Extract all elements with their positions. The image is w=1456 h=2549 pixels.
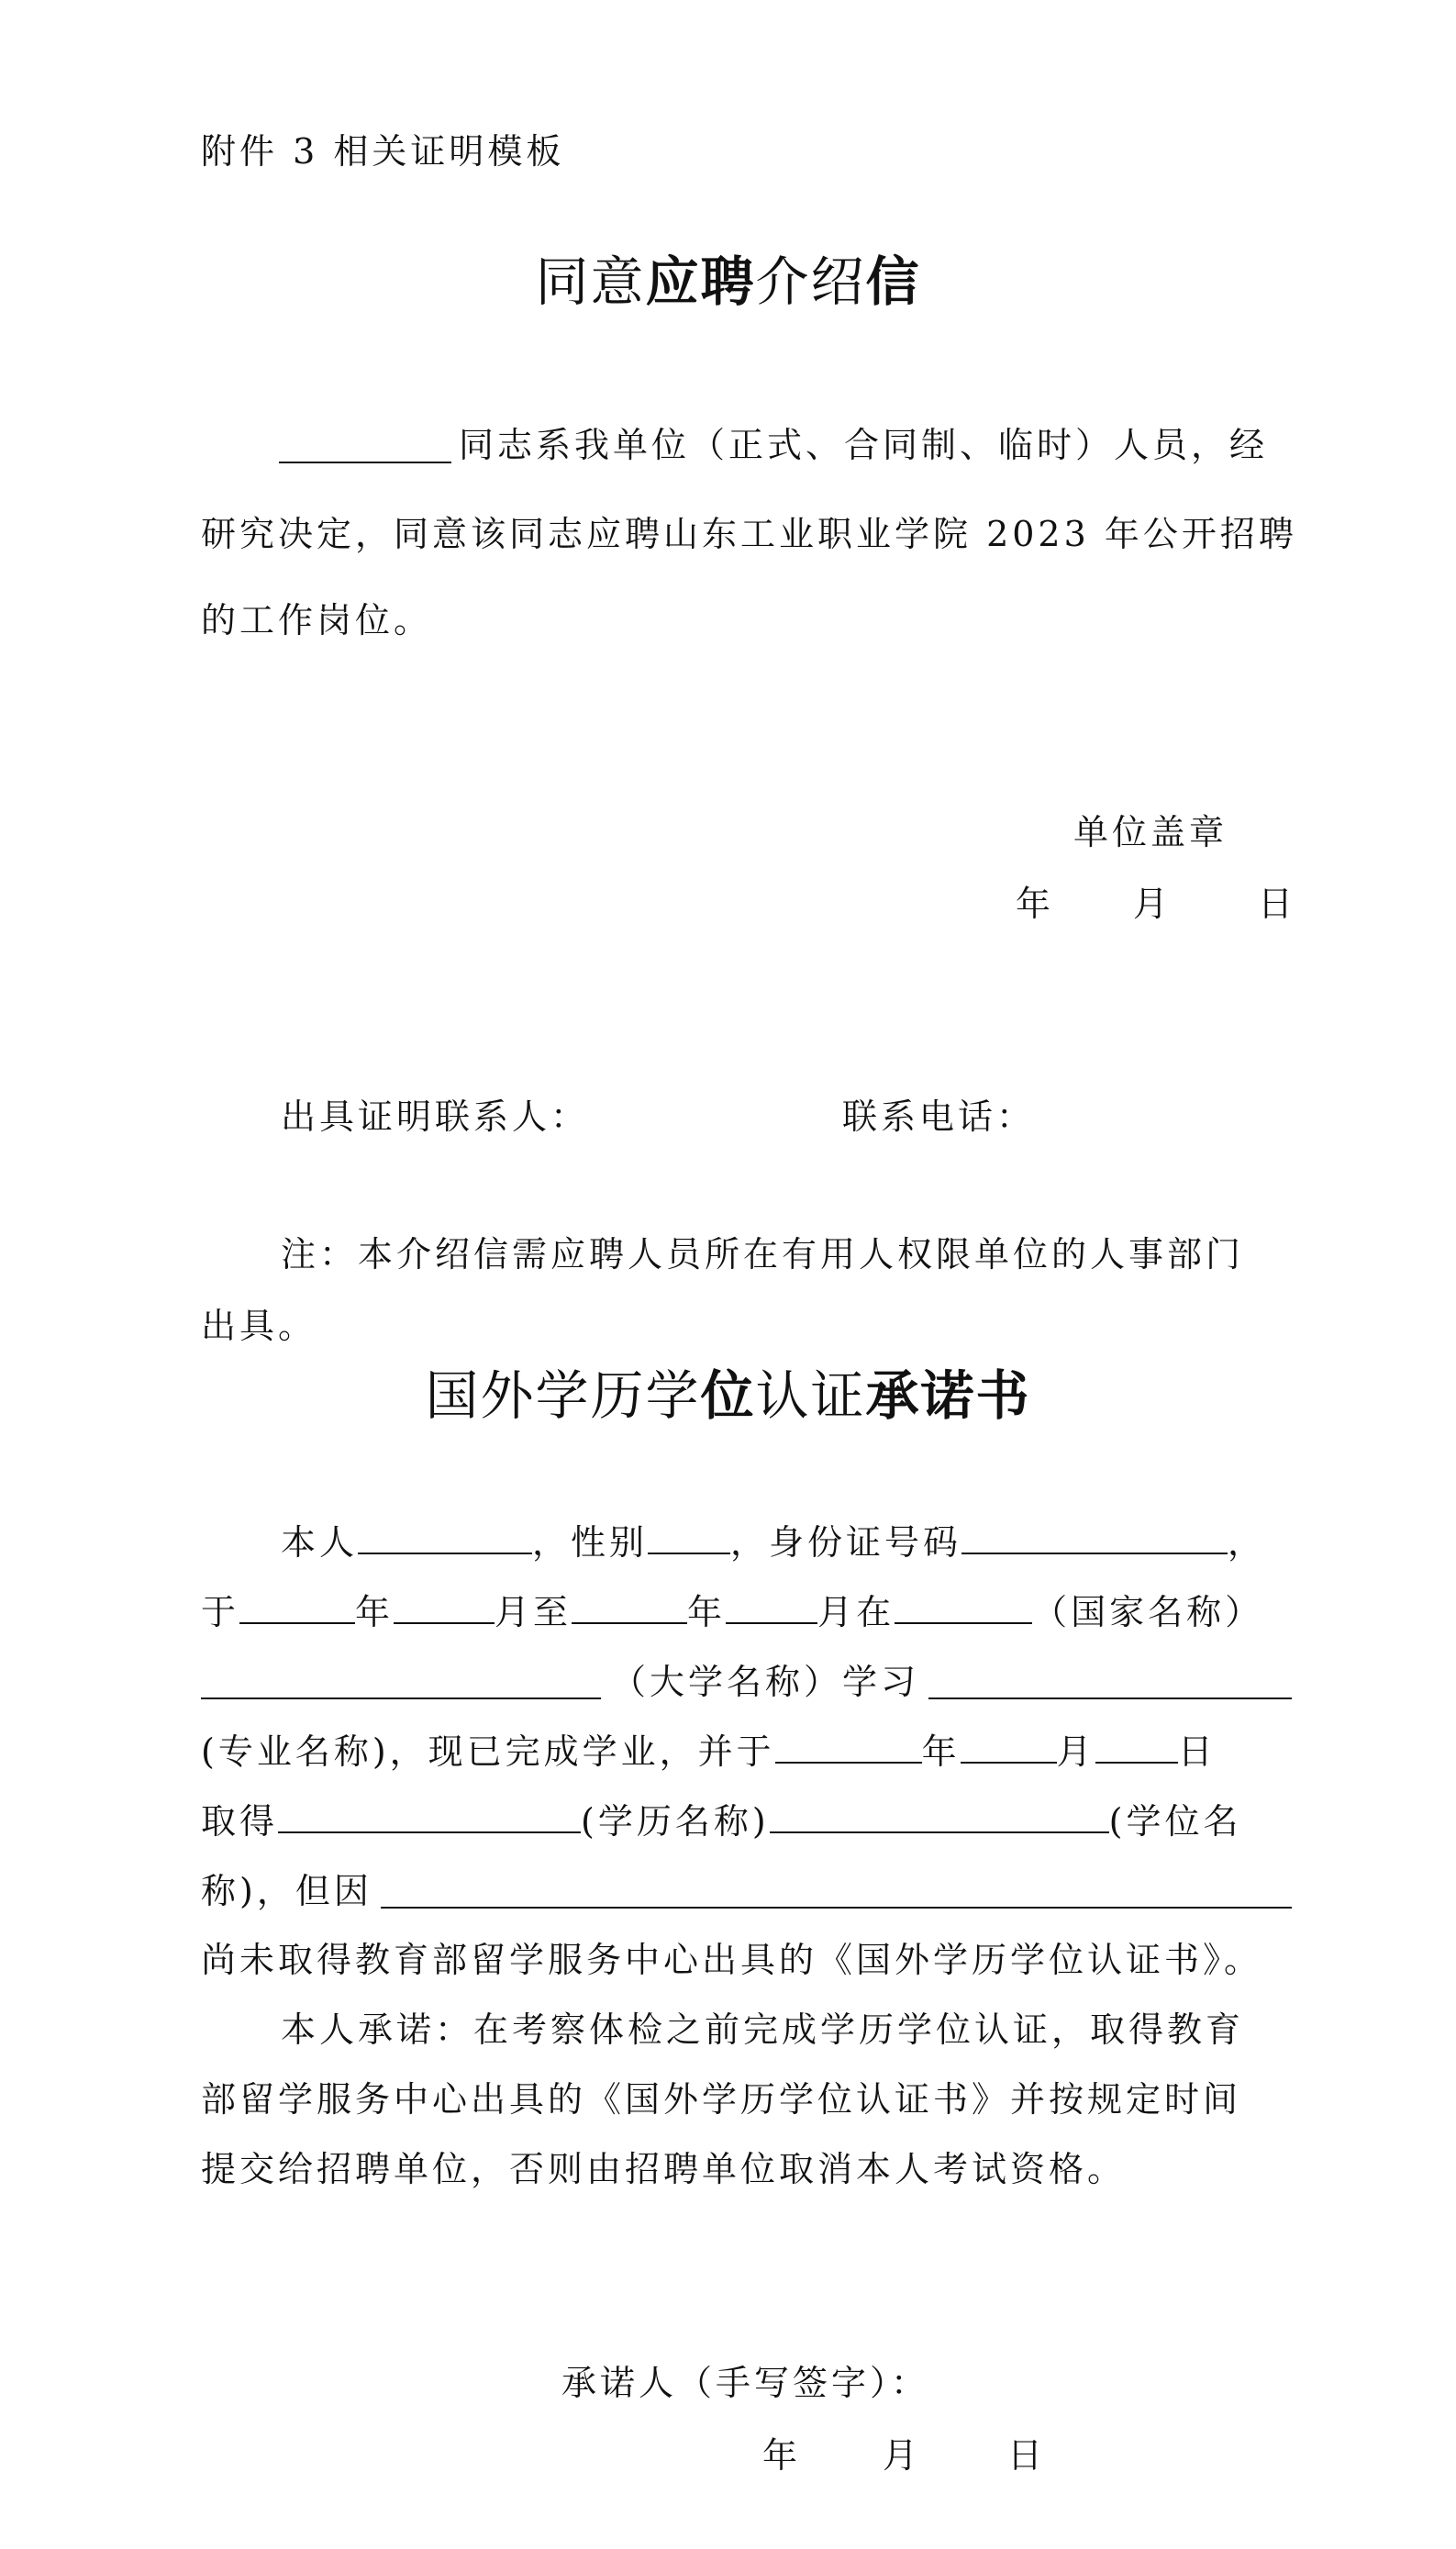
pledge-text: 月在 [817,1592,895,1632]
pledge-text: （国家名称） [1032,1592,1264,1632]
pledge-text: ，性别 [532,1522,649,1563]
pledge-text: 取得 [201,1801,279,1842]
pledge-line-4 [201,1731,1217,1772]
start-month-field [394,1595,495,1624]
name-blank [279,462,451,463]
pledge-text: 年 [921,1731,961,1772]
seal-label: 单位盖章 [1073,812,1228,852]
pledge-text: 月 [1056,1731,1095,1772]
letter-para-line-2: 研究决定，同意该同志应聘山东工业职业学院 2023 年公开招聘 [201,514,1297,554]
end-year-field [572,1595,687,1624]
name-field [358,1525,532,1554]
university-field [201,1697,601,1699]
phone-label: 联系电话： [842,1096,1036,1137]
pledge-text: 日 [1177,1731,1217,1772]
completion-month-field [961,1734,1057,1764]
pledge-text: 年 [687,1592,727,1632]
diploma-field [278,1804,581,1833]
pledge-text: 于 [201,1592,240,1632]
major-field [928,1697,1292,1699]
pledge-text: ，身份证号码 [730,1522,962,1563]
pledge-line-9: 部留学服务中心出具的《国外学历学位认证书》并按规定时间 [201,2079,1242,2120]
pledge-text: (学位名 [1108,1801,1242,1842]
pledge-title-part-3: 认证 [755,1364,866,1427]
end-month-field [726,1595,817,1624]
pledge-title-part-1: 国外学历学 [425,1364,701,1427]
pledge-text: 本人 [281,1522,359,1563]
gender-field [648,1525,730,1554]
pledge-title [0,1364,1456,1427]
note-line-1: 注：本介绍信需应聘人员所在有用人权限单位的人事部门 [281,1234,1245,1274]
pledge-date-day: 日 [1007,2435,1047,2476]
pledge-line-5 [201,1801,1242,1842]
letter-title [0,250,1456,313]
letter-title-part-3: 介绍 [755,250,866,313]
signer-label: 承诺人（手写签字）： [561,2363,930,2403]
pledge-text: 月至 [495,1592,572,1632]
letter-title-part-2: 应聘 [645,250,756,313]
country-field [895,1595,1032,1624]
pledge-text: 年 [355,1592,395,1632]
pledge-text: (专业名称)，现已完成学业，并于 [201,1731,775,1772]
pledge-title-part-4: 承诺书 [865,1364,1031,1427]
pledge-text: ， [1228,1522,1267,1563]
letter-date-day: 日 [1258,884,1297,924]
pledge-date-month: 月 [883,2435,922,2476]
pledge-title-part-2: 位 [700,1364,756,1427]
letter-date-year: 年 [1016,884,1055,924]
contact-label: 出具证明联系人： [281,1096,590,1137]
pledge-line-7: 尚未取得教育部留学服务中心出具的《国外学历学位认证书》。 [201,1940,1263,1980]
pledge-line-6: 称)，但因 [201,1871,372,1911]
completion-year-field [775,1734,922,1764]
pledge-text: (学历名称) [581,1801,770,1842]
pledge-date-year: 年 [762,2435,802,2476]
letter-date-month: 月 [1133,884,1173,924]
degree-field [770,1804,1109,1833]
letter-title-part-4: 信 [865,250,921,313]
pledge-line-2 [201,1592,1264,1632]
letter-para-line-3: 的工作岗位。 [201,600,433,640]
pledge-line-1 [281,1522,1267,1563]
note-line-2: 出具。 [201,1306,317,1346]
letter-title-part-1: 同意 [535,250,646,313]
pledge-line-3: （大学名称）学习 [611,1662,920,1702]
start-year-field [239,1595,355,1624]
letter-para-line-1: 同志系我单位（正式、合同制、临时）人员，经 [459,425,1269,465]
attachment-label: 附件 3 相关证明模板 [201,131,565,172]
pledge-line-8: 本人承诺：在考察体检之前完成学历学位认证，取得教育 [281,2009,1245,2050]
completion-day-field [1095,1734,1178,1764]
id-number-field [961,1525,1228,1554]
reason-field [381,1907,1292,1909]
pledge-line-10: 提交给招聘单位，否则由招聘单位取消本人考试资格。 [201,2149,1127,2189]
